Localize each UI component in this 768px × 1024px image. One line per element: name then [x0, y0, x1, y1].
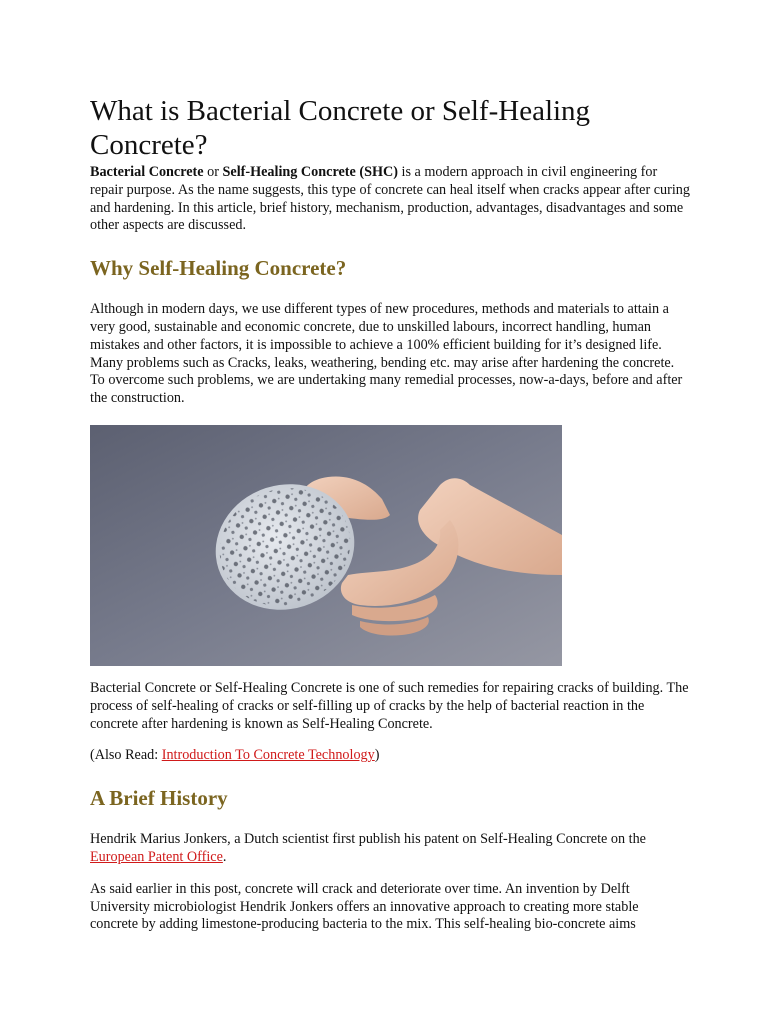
section-heading-history: A Brief History [90, 786, 228, 811]
intro-paragraph: Bacterial Concrete or Self-Healing Concrete (SHC) is a modern approach in civil engineering for repair purpose. As the name suggests, this type of concrete can heal itself when cracks appear after curing and hardening. In this article, brief history, mechanism, production, advantages, disadvantages and some other aspects are discussed. [90, 164, 690, 234]
concrete-disc-photo [90, 425, 562, 666]
also-read-line: (Also Read: Introduction To Concrete Technology) [90, 747, 380, 764]
article-body [90, 94, 690, 934]
history-paragraph-2: As said earlier in this post, concrete will crack and deteriorate over time. An invention by Delft University microbiologist Hendrik Jonkers offers an innovative approach to creating more stable concrete by adding limestone-producing bacteria to the mix. This self-healing bio-concrete aims [90, 880, 639, 933]
remedy-paragraph: Bacterial Concrete or Self-Healing Concrete is one of such remedies for repairing cracks of building. The process of self-healing of cracks or self-filling up of cracks by the help of bacterial reaction in the concrete after hardening is known as Self-Healing Concrete. [90, 679, 689, 732]
term-shc: Self-Healing Concrete (SHC) [222, 164, 398, 180]
term-bacterial-concrete: Bacterial Concrete [90, 164, 204, 180]
link-european-patent-office[interactable]: European Patent Office [90, 848, 223, 865]
history-paragraph-1: Hendrik Marius Jonkers, a Dutch scientist first publish his patent on Self-Healing Concrete on the European Patent Office. [90, 831, 646, 865]
why-paragraph: Although in modern days, we use different types of new procedures, methods and materials to attain a very good, sustainable and economic concrete, due to unskilled labours, incorrect handling, human mistakes and other factors, it is impossible to achieve a 100% efficient building for it’s designed life. Many problems such as Cracks, leaks, weathering, bending etc. may arise after hardening the concrete. To overcome such problems, we are undertaking many remedial processes, now-a-days, before and after the construction. [90, 301, 683, 407]
link-intro-concrete-technology[interactable]: Introduction To Concrete Technology [161, 747, 375, 764]
article-title: What is Bacterial Concrete or Self-Healing Concrete? [90, 95, 591, 161]
section-heading-why: Why Self-Healing Concrete? [90, 256, 347, 281]
